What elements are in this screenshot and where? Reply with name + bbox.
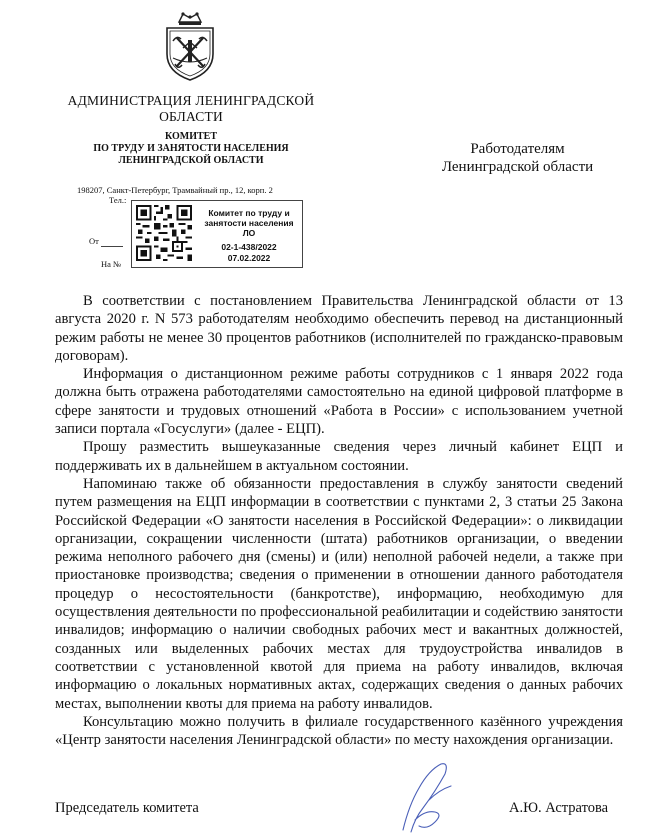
recipient-line2: Ленинградской области xyxy=(441,159,594,175)
committee-line1: КОМИТЕТ xyxy=(164,131,217,142)
paragraph-5: Консультацию можно получить в филиале государственного казённого учреждения «Центр занятости населения Ленинградской области» по месту нахождения организации. xyxy=(55,713,623,749)
signatory-position: Председатель комитета xyxy=(55,800,199,816)
address: 198207, Санкт-Петербург, Трамвайный пр., 12, корп. 2 xyxy=(77,185,273,195)
stamp-reg-number: 02-1-438/2022 xyxy=(221,242,277,252)
stamp-line1: Комитет по труду и xyxy=(208,208,290,218)
handwritten-signature xyxy=(395,760,455,835)
stamp-line2: занятости населения xyxy=(204,218,294,228)
qr-code-icon xyxy=(136,205,192,261)
paragraph-3: Прошу разместить вышеуказанные сведения через личный кабинет ЕЦП и поддерживать их в дальнейшем в актуальном состоянии. xyxy=(55,439,623,474)
paragraph-2: Информация о дистанционном режиме работы сотрудников с 1 января 2022 года должна быть отражена работодателями самостоятельно на единой цифровой платформе в сфере занятости и трудовых отношений «Работа в России» с использованием учетной записи портала «Госуслуги» (далее - ЕЦП). xyxy=(55,366,623,438)
committee-line3: ЛЕНИНГРАДСКОЙ ОБЛАСТИ xyxy=(118,155,264,166)
coat-of-arms-emblem xyxy=(159,8,221,83)
paragraph-4: Напоминаю также об обязанности предоставления в службу занятости сведений путем размещения на ЕЦП информации в соответствии с пунктами 2, 3 статьи 25 Закона Российской Федерации «О занятости населения в Российской Федерации»: о ликвидации организации, сокращении численности (штата) работников организации, о введении режима неполного рабочего дня (смены) и (или) неполной рабочей недели, а также при приостановке производства; сведения о применении в отношении данного работодателя процедур о несостоятельности (банкротстве), информацию, необходимую для осуществления деятельности по профессиональной реабилитации и содействию занятости инвалидов; информацию о наличии свободных рабочих мест и вакантных должностей, созданных или выделенных рабочих местах для трудоустройства инвалидов в соответствии с установленной квотой для приема на работу инвалидов, включая информацию о локальных нормативных актах, содержащих сведения о данных рабочих местах, выполнении квоты для приема на работу инвалидов. xyxy=(55,475,623,712)
date-line xyxy=(101,246,123,247)
signatory-name: А.Ю. Астратова xyxy=(509,800,609,816)
recipient-line1: Работодателям xyxy=(470,141,565,157)
number-label: На № xyxy=(101,259,122,269)
org-name-line1: АДМИНИСТРАЦИЯ ЛЕНИНГРАДСКОЙ xyxy=(67,93,315,108)
stamp-reg-date: 07.02.2022 xyxy=(227,253,271,263)
tel-label: Тел.: xyxy=(109,195,127,205)
org-name-line2: ОБЛАСТИ xyxy=(159,109,223,124)
committee-line2: ПО ТРУДУ И ЗАНЯТОСТИ НАСЕЛЕНИЯ xyxy=(93,143,289,154)
date-label: От xyxy=(89,236,99,246)
stamp-line3: ЛО xyxy=(242,228,256,238)
letter-body xyxy=(55,292,623,749)
paragraph-1: В соответствии с постановлением Правительства Ленинградской области от 13 августа 2020 г. N 573 работодателям необходимо обеспечить перевод на дистанционный режим работы не менее 30 процентов работников (исполнителей по гражданско-правовым договорам). xyxy=(55,293,623,364)
